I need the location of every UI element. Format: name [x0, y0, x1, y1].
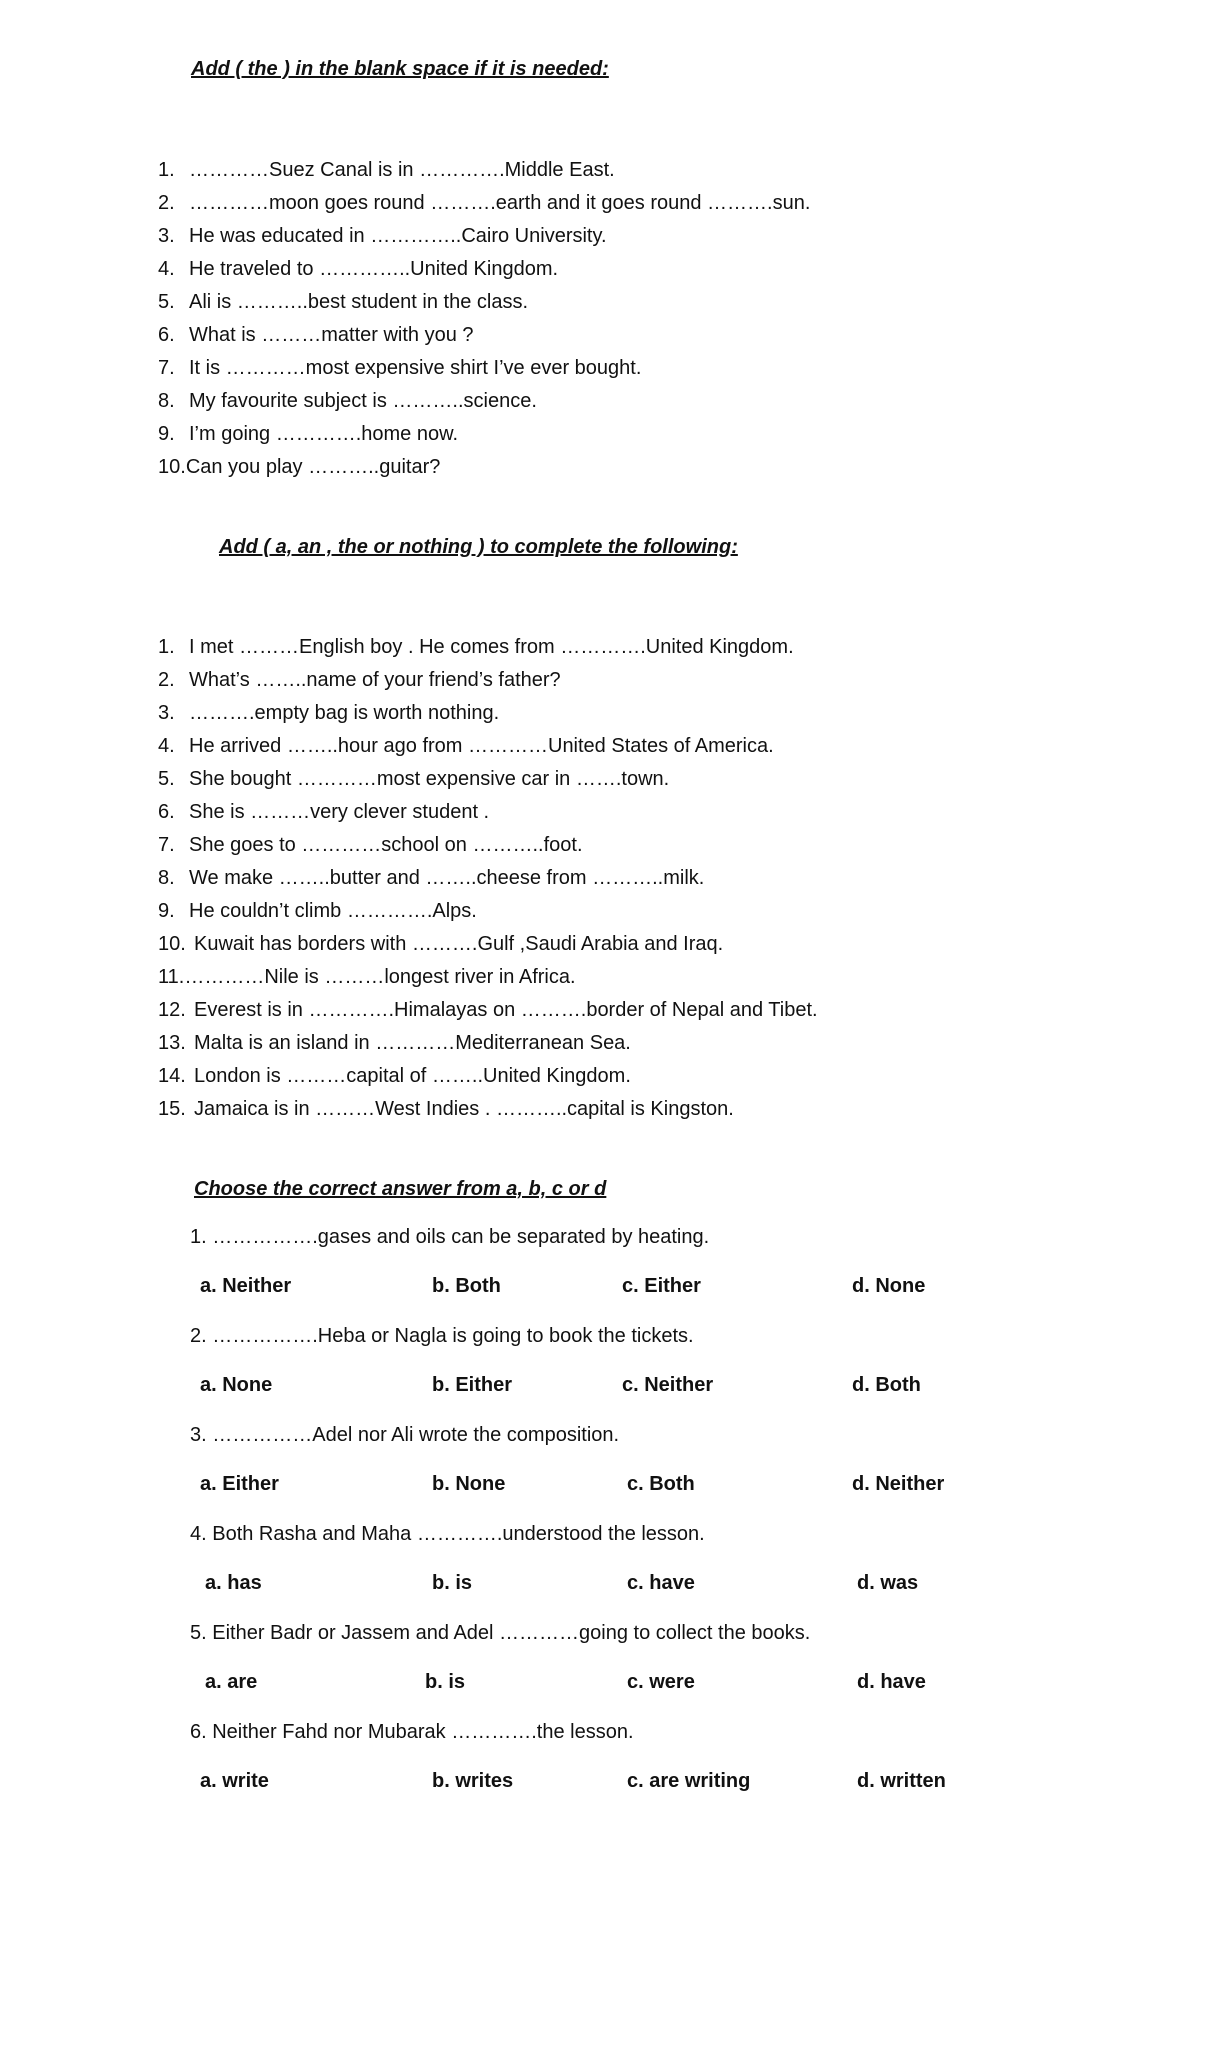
item-text: We make ……..butter and ……..cheese from ………..milk.	[189, 867, 705, 889]
options-row-1	[0, 1275, 1218, 1301]
item-number: 5.	[158, 768, 175, 790]
item-number: 14.	[158, 1065, 186, 1087]
item-text: He arrived ……..hour ago from …………United States of America.	[189, 735, 774, 757]
list-item	[158, 965, 576, 989]
item-number: 12.	[158, 999, 186, 1021]
list-item	[158, 356, 641, 380]
option-c: c. Neither	[622, 1374, 714, 1396]
item-text: Can you play ………..guitar?	[185, 456, 441, 478]
option-d: d. was	[857, 1572, 919, 1594]
item-number: 15.	[158, 1098, 186, 1120]
options-row-4	[0, 1572, 1218, 1598]
list-item	[158, 323, 474, 347]
list-item	[158, 290, 528, 314]
item-number: 1.	[158, 159, 175, 181]
question-3: 3. ……………Adel nor Ali wrote the composition.	[190, 1424, 620, 1446]
option-d: d. Neither	[852, 1473, 945, 1495]
option-c: c. were	[627, 1671, 695, 1693]
list-item	[158, 833, 583, 857]
option-a: a. has	[205, 1572, 262, 1594]
option-a: a. write	[200, 1770, 269, 1792]
item-number: 9.	[158, 900, 175, 922]
option-c: c. Either	[622, 1275, 701, 1297]
option-b: b. Either	[432, 1374, 513, 1396]
list-item	[158, 257, 558, 281]
item-text: He couldn’t climb ………….Alps.	[189, 900, 477, 922]
item-text: Everest is in ………….Himalayas on ……….border of Nepal and Tibet.	[194, 999, 818, 1021]
item-text: She goes to …………school on ………..foot.	[189, 834, 583, 856]
item-number: 5.	[158, 291, 175, 313]
options-row-3	[0, 1473, 1218, 1499]
item-number: 6.	[158, 324, 175, 346]
item-number: 6.	[158, 801, 175, 823]
item-number: 10.	[158, 933, 186, 955]
question-6: 6. Neither Fahd nor Mubarak ………….the lesson.	[190, 1721, 634, 1743]
item-text: Ali is ………..best student in the class.	[189, 291, 529, 313]
list-item	[158, 1097, 734, 1121]
item-number: 3.	[158, 702, 175, 724]
item-text: What’s ……..name of your friend’s father?	[189, 669, 561, 691]
option-c: c. have	[627, 1572, 695, 1594]
item-number: 7.	[158, 834, 175, 856]
list-item	[158, 701, 499, 725]
item-text: It is …………most expensive shirt I’ve ever bought.	[189, 357, 642, 379]
item-text: …………Suez Canal is in ………….Middle East.	[189, 159, 615, 181]
options-row-2	[0, 1374, 1218, 1400]
item-number: 2.	[158, 669, 175, 691]
question-5: 5. Either Badr or Jassem and Adel …………going to collect the books.	[190, 1622, 811, 1644]
option-c: c. are writing	[627, 1770, 751, 1792]
question-1: 1. …………….gases and oils can be separated by heating.	[190, 1226, 710, 1248]
item-text: London is ………capital of ……..United Kingdom.	[194, 1065, 631, 1087]
option-b: b. writes	[432, 1770, 514, 1792]
option-a: a. Neither	[200, 1275, 292, 1297]
item-text: ……….empty bag is worth nothing.	[189, 702, 500, 724]
option-c: c. Both	[627, 1473, 695, 1495]
list-item	[158, 998, 818, 1022]
list-item	[158, 389, 537, 413]
item-number: 11.	[158, 966, 185, 988]
option-a: a. None	[200, 1374, 273, 1396]
item-text: He traveled to …………..United Kingdom.	[189, 258, 559, 280]
item-text: I’m going ………….home now.	[189, 423, 458, 445]
option-b: b. is	[432, 1572, 473, 1594]
option-d: d. have	[857, 1671, 926, 1693]
section2-heading: Add ( a, an , the or nothing ) to complete the following:	[219, 536, 738, 558]
list-item	[158, 422, 458, 446]
item-text: She is ………very clever student .	[189, 801, 490, 823]
item-number: 4.	[158, 735, 175, 757]
list-item	[158, 734, 774, 758]
list-item	[158, 668, 561, 692]
item-text: Jamaica is in ………West Indies . ………..capital is Kingston.	[194, 1098, 734, 1120]
list-item	[158, 800, 489, 824]
option-b: b. None	[432, 1473, 506, 1495]
option-d: d. written	[857, 1770, 946, 1792]
question-2: 2. …………….Heba or Nagla is going to book the tickets.	[190, 1325, 694, 1347]
list-item	[158, 1031, 631, 1055]
item-text: I met ………English boy . He comes from ………….United Kingdom.	[189, 636, 794, 658]
item-text: He was educated in …………..Cairo University.	[189, 225, 607, 247]
item-number: 8.	[158, 867, 175, 889]
list-item	[158, 899, 477, 923]
list-item	[158, 635, 794, 659]
item-text: Kuwait has borders with ……….Gulf ,Saudi Arabia and Iraq.	[194, 933, 724, 955]
item-text: …………moon goes round ……….earth and it goes round ……….sun.	[189, 192, 811, 214]
options-row-6	[0, 1770, 1218, 1796]
item-number: 2.	[158, 192, 175, 214]
list-item	[158, 224, 607, 248]
item-text: She bought …………most expensive car in …….town.	[189, 768, 670, 790]
item-text: …………Nile is ………longest river in Africa.	[184, 966, 576, 988]
item-number: 13.	[158, 1032, 186, 1054]
option-a: a. are	[205, 1671, 258, 1693]
section1-heading: Add ( the ) in the blank space if it is needed:	[191, 58, 609, 80]
list-item	[158, 191, 810, 215]
item-number: 7.	[158, 357, 175, 379]
option-b: b. Both	[432, 1275, 501, 1297]
item-number: 10.	[158, 456, 186, 478]
option-d: d. Both	[852, 1374, 921, 1396]
list-item	[158, 767, 669, 791]
item-text: Malta is an island in …………Mediterranean Sea.	[194, 1032, 631, 1054]
item-number: 1.	[158, 636, 175, 658]
section3-heading: Choose the correct answer from a, b, c or d	[194, 1178, 607, 1200]
list-item	[158, 1064, 631, 1088]
question-4: 4. Both Rasha and Maha ………….understood the lesson.	[190, 1523, 705, 1545]
item-text: What is ………matter with you ?	[189, 324, 474, 346]
list-item	[158, 455, 440, 479]
option-b: b. is	[425, 1671, 466, 1693]
item-number: 4.	[158, 258, 175, 280]
options-row-5	[0, 1671, 1218, 1697]
list-item	[158, 932, 723, 956]
item-number: 9.	[158, 423, 175, 445]
list-item	[158, 866, 704, 890]
option-d: d. None	[852, 1275, 926, 1297]
item-number: 3.	[158, 225, 175, 247]
item-number: 8.	[158, 390, 175, 412]
option-a: a. Either	[200, 1473, 279, 1495]
list-item	[158, 158, 615, 182]
item-text: My favourite subject is ………..science.	[189, 390, 537, 412]
